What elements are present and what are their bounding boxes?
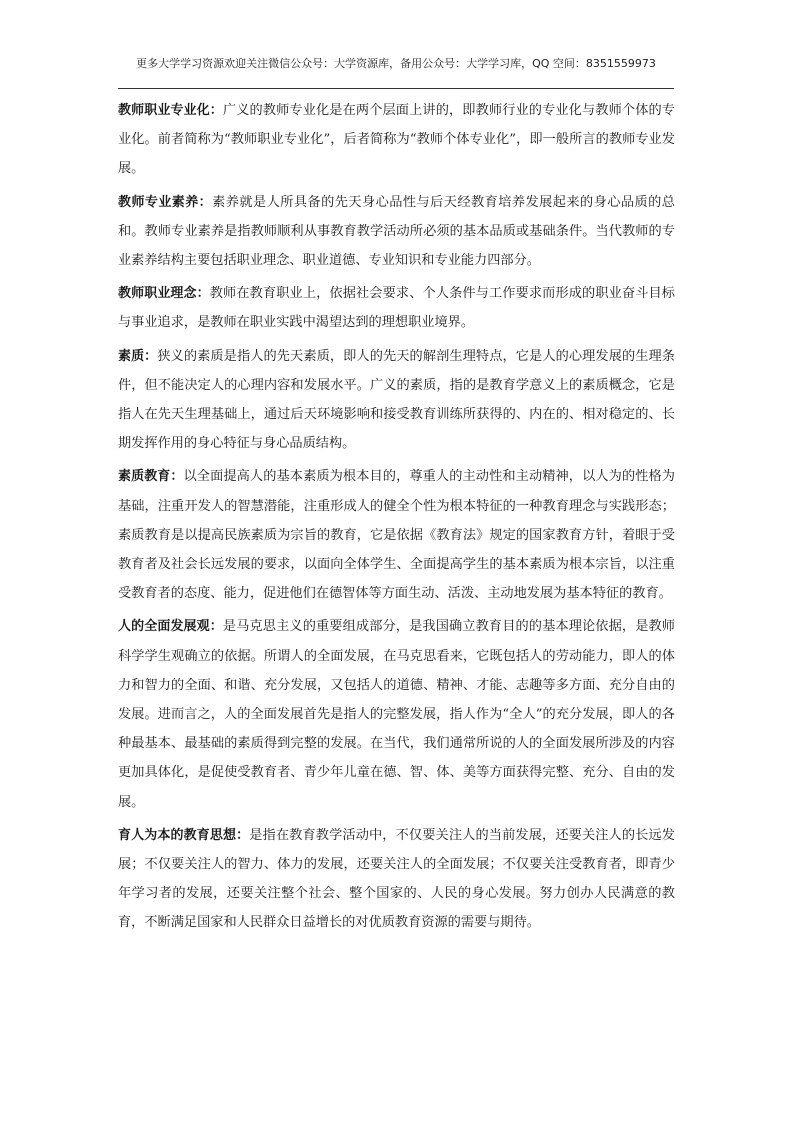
entry-term: 教师职业专业化： bbox=[118, 103, 223, 118]
entry-definition: 是指在教育教学活动中，不仅要关注人的当前发展，还要关注人的长远发展；不仅要关注人的智力、体力的发展，还要关注人的全面发展；不仅要关注受教育者，即青少年学习者的发展，还要关注整个社会、整个国家的、人民的身心发展。努力创办人民满意的教育，不断满足国家和人民群众日益增长的对优质教育资源的需要与期待。 bbox=[118, 827, 675, 931]
glossary-entry bbox=[118, 188, 675, 276]
entry-term: 素质教育： bbox=[118, 469, 184, 485]
entry-definition: 以全面提高人的基本素质为根本目的，尊重人的主动性和主动精神，以人为的性格为基础，注重开发人的智慧潜能，注重形成人的健全个性为根本特征的一种教育理念与实践形态；素质教育是以提高民族素质为宗旨的教育，它是依据《教育法》规定的国家教育方针，着眼于受教育者及社会长远发展的要求，以面向全体学生、全面提高学生的基本素质为根本宗旨，以注重受教育者的态度、能力，促进他们在德智体等方面生动、活泼、主动地发展为基本特征的教育。 bbox=[118, 469, 675, 602]
header-divider bbox=[118, 88, 674, 89]
entry-definition: 是马克思主义的重要组成部分，是我国确立教育目的的基本理论依据，是教师科学学生观确立的依据。所谓人的全面发展，在马克思看来，它既包括人的劳动能力，即人的体力和智力的全面、和谐、充分发展，又包括人的道德、精神、才能、志趣等多方面、充分自由的发展。进而言之，人的全面发展首先是指人的完整发展，指人作为“全人”的充分发展，即人的各种最基本、最基础的素质得到完整的发展。在当代，我们通常所说的人的全面发展所涉及的内容更加具体化，是促使受教育者、青少年儿童在德、智、体、美等方面获得完整、充分、自由的发展。 bbox=[118, 619, 675, 810]
glossary-entry bbox=[118, 96, 675, 184]
entry-term: 素质： bbox=[118, 348, 158, 364]
entry-term: 教师职业理念： bbox=[118, 286, 210, 302]
glossary-entry bbox=[118, 342, 675, 459]
glossary-entry bbox=[118, 612, 675, 816]
entry-term: 人的全面发展观： bbox=[118, 619, 223, 635]
entry-definition: 素养就是人所具备的先天身心品性与后天经教育培养发展起来的身心品质的总和。教师专业素养是指教师顺利从事教育教学活动所必须的基本品质或基础条件。当代教师的专业素养结构主要包括职业理念、职业道德、专业知识和专业能力四部分。 bbox=[118, 194, 675, 269]
entry-term: 育人为本的教育思想： bbox=[118, 827, 250, 843]
glossary-entry bbox=[118, 462, 675, 608]
entry-definition: 狭义的素质是指人的先天素质，即人的先天的解剖生理特点，它是人的心理发展的生理条件，但不能决定人的心理内容和发展水平。广义的素质，指的是教育学意义上的素质概念，它是指人在先天生理基础上，通过后天环境影响和接受教育训练所获得的、内在的、相对稳定的、长期发挥作用的身心特征与身心品质结构。 bbox=[118, 348, 675, 452]
glossary-entry bbox=[118, 821, 675, 938]
entry-definition: 广义的教师专业化是在两个层面上讲的，即教师行业的专业化与教师个体的专业化。前者简称为“教师职业专业化”，后者简称为“教师个体专业化”，即一般所言的教师专业发展。 bbox=[118, 103, 675, 177]
glossary-entry bbox=[118, 279, 675, 337]
document-body bbox=[118, 96, 675, 942]
entry-definition: 教师在教育职业上，依据社会要求、个人条件与工作要求而形成的职业奋斗目标与事业追求，是教师在职业实践中渴望达到的理想职业境界。 bbox=[118, 286, 675, 331]
entry-term: 教师专业素养： bbox=[118, 194, 213, 210]
page-header: 更多大学学习资源欢迎关注微信公众号：大学资源库，备用公众号：大学学习库，QQ 空间：8351559973 bbox=[136, 57, 656, 70]
